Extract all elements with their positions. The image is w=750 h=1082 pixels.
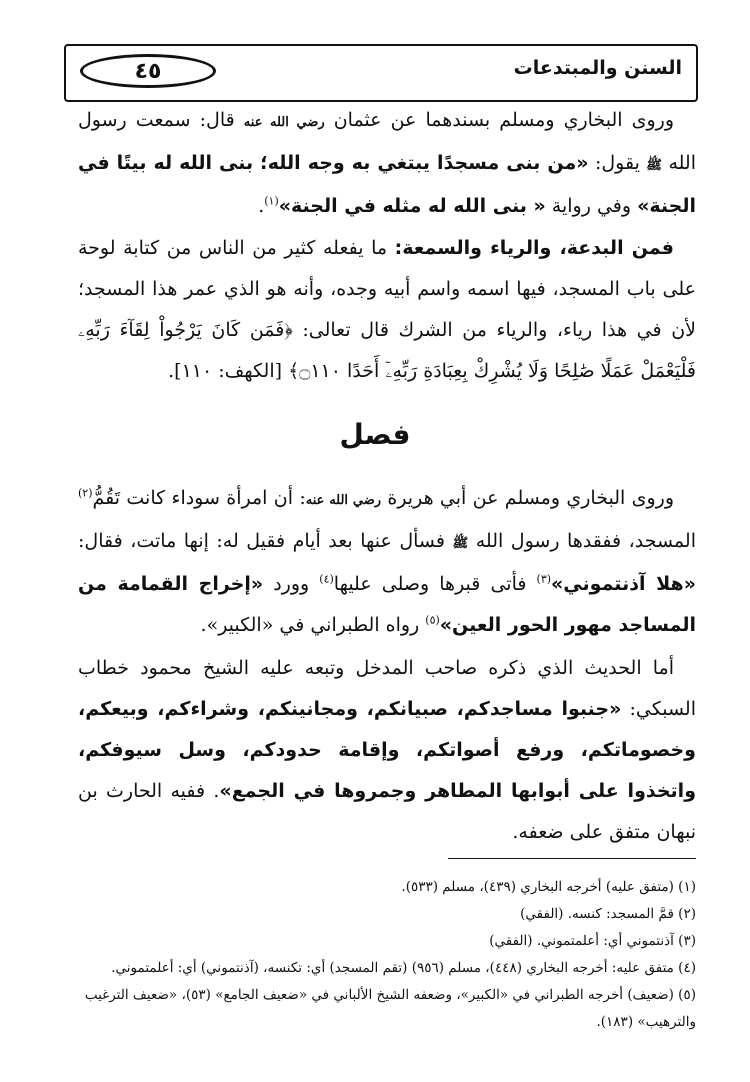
text: وفي رواية: [545, 195, 638, 217]
text: : أن امرأة سوداء كانت تَقُمُّ: [92, 487, 306, 509]
paragraph-lead: فمن البدعة، والرياء والسمعة:: [394, 237, 674, 259]
footnote: (٣) آذنتموني أي: أعلمتموني. (الفقي): [489, 933, 696, 949]
footnote-separator: [448, 858, 696, 859]
footnote-ref: (١): [264, 194, 279, 208]
footnote: (٢) قمَّ المسجد: كنسه. (الفقي): [520, 906, 696, 922]
text: فسأل عنها بعد أيام فقيل له: إنها ماتت، فقال:: [78, 530, 453, 552]
salutation: ﷺ: [452, 536, 469, 551]
text: وروى البخاري ومسلم بسندهما عن عثمان: [324, 109, 675, 131]
hadith-uthman-paragraph: [78, 100, 696, 227]
footnote: (١) (متفق عليه) أخرجه البخاري (٤٣٩)، مسلم (٥٣٣).: [401, 879, 696, 895]
salutation: ﷺ: [646, 158, 663, 173]
hadith-uthman: [78, 100, 696, 227]
hadith-quote: «من بنى مسجدًا يبتغي به وجه الله؛ بنى الله له بيتًا في الجنة»: [78, 152, 696, 217]
honorific: رضي الله عنه: [243, 115, 325, 130]
book-title: السنن والمبتدعات: [513, 57, 682, 79]
footnote: (٤) متفق عليه: أخرجه البخاري (٤٤٨)، مسلم (٩٥٦) (تقم المسجد) أي: تكنسه، (آذنتموني) أي: أعلمتموني.: [111, 960, 696, 976]
footnote-ref: (٤): [319, 572, 334, 586]
page-number: ٤٥: [80, 54, 216, 88]
text: وورد: [263, 573, 320, 595]
innovation-paragraph: [78, 228, 696, 392]
text: يقول:: [588, 152, 647, 174]
running-header: [64, 44, 696, 102]
hadith-abu-hurayra: [78, 478, 696, 646]
verse-citation: [الكهف: ١١٠].: [168, 360, 289, 382]
hadith-quote: « بنى الله له مثله في الجنة»: [278, 195, 546, 217]
hadith-quote: «جنبوا مساجدكم، صبيانكم، ومجانينكم، وشراءكم، وبيعكم، وخصوماتكم، ورفع أصواتكم، وإقامة حدودكم، وسل سيوفكم، واتخذوا على أبوابها المطاهر وجمروها في الجمع»: [78, 698, 696, 802]
innovation-text: [78, 228, 696, 392]
hadith-abu-hurayra-paragraph: [78, 478, 696, 646]
text: أما الحديث الذي ذكره صاحب المدخل وتبعه عليه الشيخ محمود خطاب السبكي:: [78, 657, 696, 720]
hadith-quote: «إخراج القمامة من المساجد مهور الحور العين»: [78, 573, 696, 636]
text: وروى البخاري ومسلم عن أبي هريرة: [381, 487, 674, 509]
weak-hadith-paragraph: [78, 648, 696, 853]
footnote-ref: (٥): [425, 613, 440, 627]
text: . ففيه الحارث بن نبهان متفق على ضعفه.: [78, 780, 696, 843]
quran-verse: ﴿فَمَن كَانَ يَرْجُواْ لِقَآءَ رَبِّهِۦ فَلْيَعْمَلْ عَمَلًا صَٰلِحًا وَلَا يُشْرِكْ بِعِبَادَةِ رَبِّهِۦٓ أَحَدًا ۝١١٠﴾: [78, 319, 696, 382]
footnote-ref: (٢): [78, 486, 93, 500]
hadith-quote: «هلا آذنتموني»: [551, 573, 696, 595]
text: رواه الطبراني في «الكبير».: [200, 614, 426, 636]
text: ما يفعله كثير من الناس من كتابة لوحة على باب المسجد، فيها اسمه واسم أبيه وجده، وأنه هو الذي عمر هذا المسجد؛ لأن في هذا رياء، والرياء من الشرك قال تعالى:: [78, 237, 697, 341]
text: .: [258, 195, 265, 217]
footnote: (٥) (ضعيف) أخرجه الطبراني في «الكبير»، وضعفه الشيخ الألباني في «ضعيف الجامع» (٥٣)، «ضعيف الترغيب والترهيب» (١٨٣).: [84, 987, 696, 1030]
text: قال: سمعت رسول الله: [78, 109, 696, 174]
footnotes: [80, 874, 696, 1036]
section-title: فصل: [339, 418, 411, 451]
text: فأتى قبرها وصلى عليها: [333, 573, 537, 595]
honorific: رضي الله عنه: [305, 493, 382, 508]
weak-hadith: [78, 648, 696, 853]
text: المسجد، ففقدها رسول الله: [468, 530, 696, 552]
footnote-ref: (٣): [536, 572, 552, 586]
